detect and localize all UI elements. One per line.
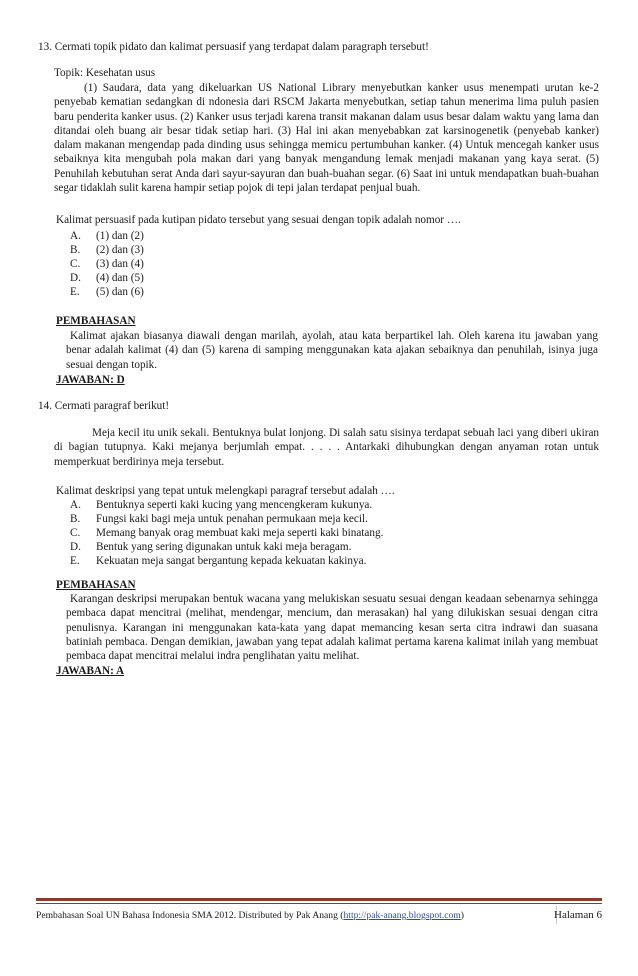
footer-link[interactable]: http://pak-anang.blogspot.com bbox=[343, 910, 461, 921]
q13-option-a bbox=[70, 229, 144, 243]
option-letter: D. bbox=[70, 272, 81, 284]
option-text: Kekuatan meja sangat bergantung kepada kekuatan kakinya. bbox=[96, 555, 367, 567]
option-letter: E. bbox=[70, 555, 80, 567]
question-13-passage bbox=[54, 81, 599, 195]
option-text: Fungsi kaki bagi meja untuk penahan permukaan meja kecil. bbox=[96, 513, 368, 525]
q13-pembahasan bbox=[66, 329, 598, 372]
question-13-prompt: Kalimat persuasif pada kutipan pidato tersebut yang sesuai dengan topik adalah nomor …. bbox=[56, 214, 461, 226]
q14-option-d bbox=[70, 540, 351, 554]
option-letter: C. bbox=[70, 527, 81, 539]
option-text: (1) dan (2) bbox=[96, 230, 144, 242]
footer-rule-thin bbox=[36, 903, 602, 904]
question-14-passage bbox=[54, 426, 599, 469]
option-text: Bentuk yang sering digunakan untuk kaki meja beragam. bbox=[96, 541, 352, 553]
question-14-heading: 14. Cermati paragraf berikut! bbox=[38, 400, 170, 412]
option-text: Memang banyak orag membuat kaki meja seperti kaki binatang. bbox=[96, 527, 384, 539]
option-letter: E. bbox=[70, 286, 80, 298]
option-letter: D. bbox=[70, 541, 81, 553]
question-13-topic: Topik: Kesehatan usus bbox=[54, 67, 156, 79]
pembahasan-text: Kalimat ajakan biasanya diawali dengan marilah, ayolah, atau kata berpartikel lah. Oleh karena itu jawaban yang benar adalah kalimat (4) dan (5) karena di samping menggunakan kata ajakan sebaiknya dan penuhilah, isinya juga sesuai dengan topik. bbox=[66, 330, 598, 371]
footer-credit bbox=[36, 910, 464, 921]
pembahasan-text: Karangan deskripsi merupakan bentuk wacana yang melukiskan sesuatu sesuai dengan keadaan sebenarnya sehingga pembaca dapat mencitrai (melihat, mendengar, mencium, dan merasakan) hal yang dilukiskan sesuai dengan citra penulisnya. Karangan ini menggunakan kata-kata yang dapat memancing kesan serta citra indrawi dan suasana batiniah pembaca. Dengan demikian, jawaban yang tepat adalah kalimat pertama karena kalimat inilah yang membuat pembaca dapat mencitrai melalui indra penglihatan yaitu melihat. bbox=[66, 593, 598, 663]
passage-text: Meja kecil itu unik sekali. Bentuknya bulat lonjong. Di salah satu sisinya terdapat sebuah laci yang diberi ukiran di bagian tutupnya. Kaki mejanya berjumlah empat. . . . . Antarkaki dihubungkan dengan anyaman rotan untuk memperkuat berdirinya meja tersebut. bbox=[54, 427, 599, 468]
q14-option-b bbox=[70, 512, 368, 526]
q13-option-b bbox=[70, 243, 144, 257]
option-text: (4) dan (5) bbox=[96, 272, 144, 284]
option-text: Bentuknya seperti kaki kucing yang mencengkeram kukunya. bbox=[96, 499, 373, 511]
option-text: (5) dan (6) bbox=[96, 286, 144, 298]
option-letter: B. bbox=[70, 244, 81, 256]
option-letter: C. bbox=[70, 258, 81, 270]
passage-text: (1) Saudara, data yang dikeluarkan US National Library menyebutkan kanker usus menempati urutan ke-2 penyebab kematian sedangkan di ndonesia dari RSCM Jakarta menyebutkan, setiap tahun menerima lima puluh pasien baru penderita kanker usus. (2) Kanker usus terjadi karena transit makanan dalam usus besar dalam waktu yang lama dan ditandai oleh buang air besar tidak setiap hari. (3) Hal ini akan menyebabkan zat karsinogenetik (penyebab kanker) dalam makanan mengendap pada dinding usus sehingga memicu pertumbuhan kanker. (4) Untuk mencegah kanker usus sebaiknya kita mengubah pola makan dari yang banyak mengandung lemak menjadi makanan yang kaya serat. (5) Penuhilah kebutuhan serat Anda dari sayur-sayuran dan buah-buahan segar. (6) Saat ini untuk mendapatkan buah-buahan segar tidaklah sulit karena hampir setiap pojok di tepi jalan terdapat penjual buah. bbox=[54, 82, 599, 195]
q14-option-e bbox=[70, 554, 366, 568]
q13-pembahasan-label: PEMBAHASAN bbox=[56, 315, 136, 327]
question-13-heading: 13. Cermati topik pidato dan kalimat persuasif yang terdapat dalam paragraph tersebut! bbox=[38, 41, 429, 53]
q14-option-a bbox=[70, 498, 372, 512]
q13-option-e bbox=[70, 285, 144, 299]
q14-option-c bbox=[70, 526, 383, 540]
page-number: Halaman 6 bbox=[554, 909, 602, 921]
q14-answer: JAWABAN: A bbox=[56, 665, 125, 677]
footer-suffix: ) bbox=[460, 910, 464, 921]
option-letter: B. bbox=[70, 513, 81, 525]
option-letter: A. bbox=[70, 499, 81, 511]
question-14-prompt: Kalimat deskripsi yang tepat untuk melengkapi paragraf tersebut adalah …. bbox=[56, 485, 395, 497]
q13-option-c bbox=[70, 257, 144, 271]
footer-prefix: Pembahasan Soal UN Bahasa Indonesia SMA 2012. Distributed by Pak Anang ( bbox=[36, 910, 344, 921]
q14-pembahasan-label: PEMBAHASAN bbox=[56, 579, 136, 591]
option-text: (3) dan (4) bbox=[96, 258, 144, 270]
footer-rule-thick bbox=[36, 898, 602, 901]
option-letter: A. bbox=[70, 230, 81, 242]
q13-option-d bbox=[70, 271, 144, 285]
q13-answer: JAWABAN: D bbox=[56, 374, 125, 386]
q14-pembahasan bbox=[66, 592, 598, 663]
option-text: (2) dan (3) bbox=[96, 244, 144, 256]
